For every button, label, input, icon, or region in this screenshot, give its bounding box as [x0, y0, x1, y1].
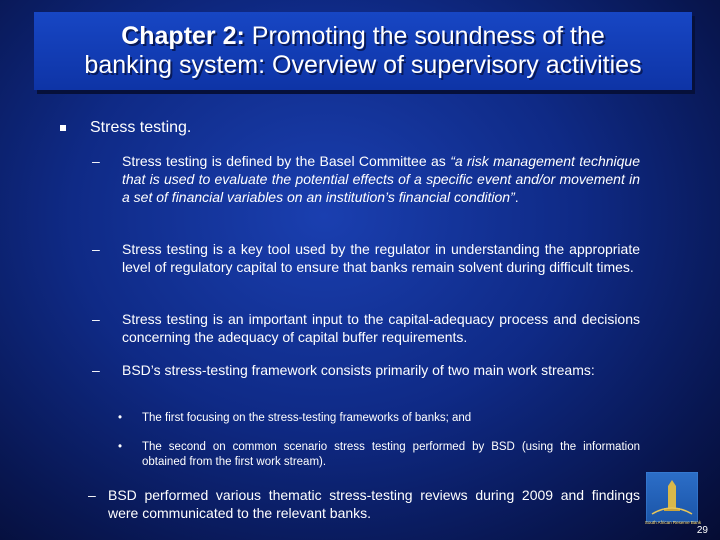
- dash-icon: –: [92, 241, 100, 257]
- title-box: [34, 12, 692, 90]
- dash-icon: –: [92, 362, 100, 378]
- logo-emblem-icon: [646, 472, 698, 522]
- dash-item-text: BSD performed various thematic stress-testing reviews during 2009 and findings were communicated to the relevant banks.: [108, 487, 640, 521]
- dash-item-text: Stress testing is an important input to the capital-adequacy process and decisions concerning the adequacy of capital buffer requirements.: [122, 311, 640, 345]
- dash-item-text: Stress testing is a key tool used by the regulator in understanding the appropriate level of regulatory capital to ensure that banks remain solvent during difficult times.: [122, 241, 640, 275]
- main-bullet: [60, 119, 191, 137]
- title-line1: Promoting the soundness of the: [251, 22, 605, 50]
- dash-item-post: .: [514, 189, 519, 205]
- dash-item: [92, 240, 640, 276]
- slide-title: [84, 22, 641, 80]
- reserve-bank-logo: [646, 472, 698, 522]
- sub-item: [118, 440, 640, 470]
- dash-icon: –: [88, 487, 96, 503]
- dash-item-text: [122, 152, 640, 206]
- basel-quote: “a risk management technique that is used to evaluate the potential effects of a specific event and/or movement in a set of financial variables on an institution’s financial condition”: [122, 153, 640, 205]
- page-number: 29: [696, 525, 708, 536]
- title-line2: banking system: Overview of supervisory activities: [84, 51, 642, 79]
- dash-icon: –: [92, 153, 100, 169]
- main-bullet-text: Stress testing.: [90, 119, 192, 136]
- logo-caption: South African Reserve Bank: [644, 520, 702, 525]
- bullet-dot-icon: •: [118, 412, 123, 424]
- dash-item: [92, 361, 640, 379]
- sub-item-text: The first focusing on the stress-testing frameworks of banks; and: [142, 412, 472, 424]
- dash-item-pre: Stress testing is defined by the Basel Committee as: [122, 153, 451, 169]
- dash-item-text: BSD’s stress-testing framework consists primarily of two main work streams:: [122, 362, 595, 378]
- dash-item: [88, 486, 640, 522]
- dash-icon: –: [92, 311, 100, 327]
- dash-item: [92, 152, 640, 206]
- sub-item: [118, 411, 640, 426]
- title-chapter: Chapter 2:: [121, 22, 245, 50]
- square-bullet-icon: [60, 125, 66, 131]
- bullet-dot-icon: •: [118, 441, 123, 453]
- dash-item: [92, 310, 640, 346]
- sub-item-text: The second on common scenario stress testing performed by BSD (using the information obtained from the first work stream).: [142, 441, 640, 468]
